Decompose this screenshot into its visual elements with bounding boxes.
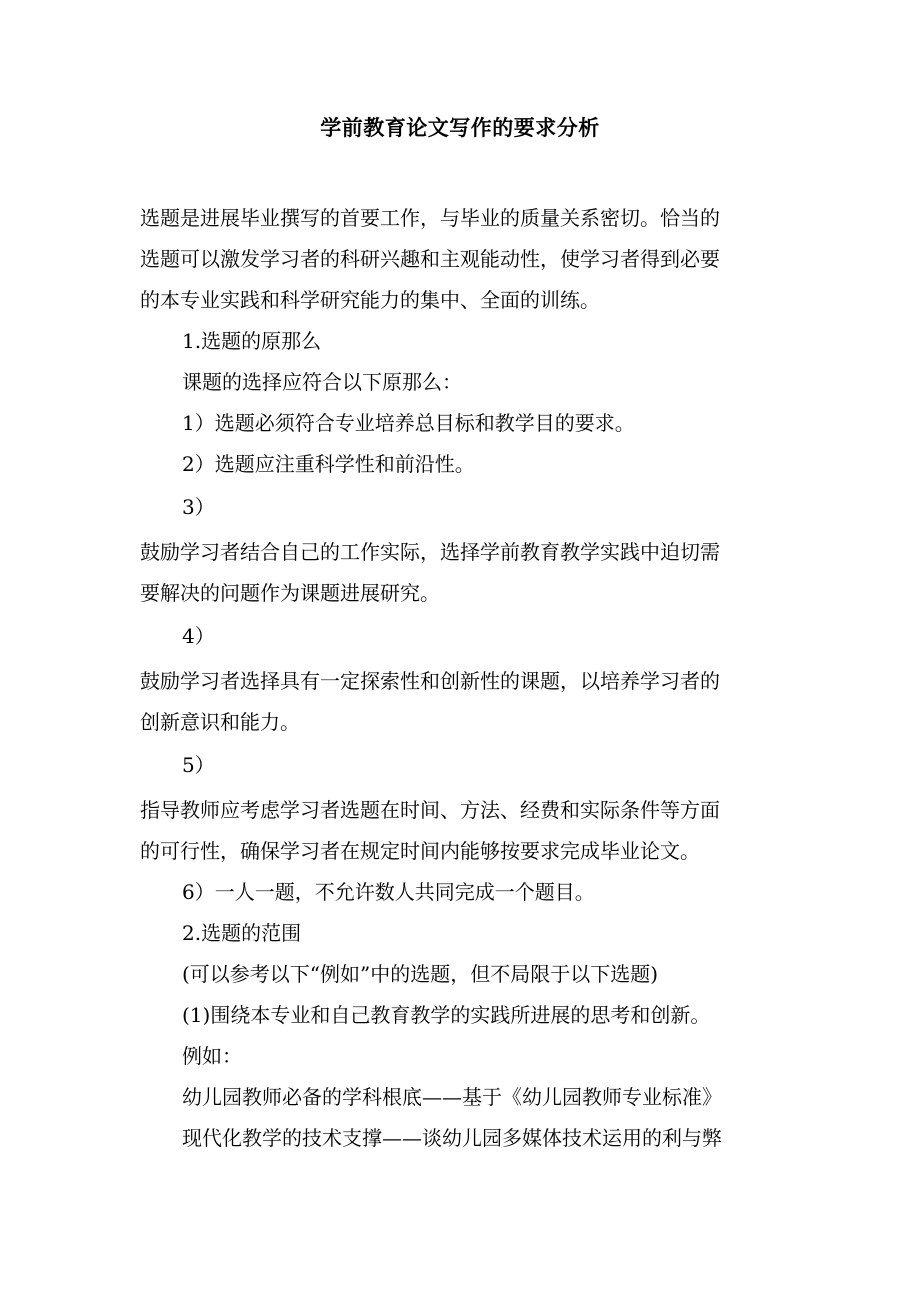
- list-item-4-text: 鼓励学习者选择具有一定探索性和创新性的课题，以培养学习者的: [140, 669, 720, 693]
- document-body: [140, 198, 780, 1159]
- example-title: 幼儿园教师必备的学科根底——基于《幼儿园教师专业标准》: [182, 1085, 722, 1109]
- list-item-5-text: 的可行性，确保学习者在规定时间内能够按要求完成毕业论文。: [140, 839, 700, 863]
- list-item-4-label: 4）: [182, 624, 215, 648]
- intro-line: 的本专业实践和科学研究能力的集中、全面的训练。: [140, 288, 600, 312]
- section2-note: (可以参考以下“例如”中的选题，但不局限于以下选题): [182, 962, 659, 986]
- section1-lead: 课题的选择应符合以下原那么：: [182, 370, 462, 394]
- document-title: 学前教育论文写作的要求分析: [320, 115, 600, 140]
- list-item-4-text: 创新意识和能力。: [140, 710, 300, 734]
- section2-heading: 2.选题的范围: [182, 921, 302, 945]
- list-item-5-text: 指导教师应考虑学习者选题在时间、方法、经费和实际条件等方面: [140, 798, 720, 822]
- list-item-2: 2）选题应注重科学性和前沿性。: [182, 452, 475, 476]
- list-item-3-label: 3）: [182, 495, 215, 519]
- list-item-3-text: 鼓励学习者结合自己的工作实际，选择学前教育教学实践中迫切需: [140, 540, 720, 564]
- example-title: 现代化教学的技术支撑——谈幼儿园多媒体技术运用的利与弊: [182, 1126, 722, 1150]
- intro-line: 选题是进展毕业撰写的首要工作，与毕业的质量关系密切。恰当的: [140, 206, 720, 230]
- section2-sub1: (1)围绕本专业和自己教育教学的实践所进展的思考和创新。: [182, 1003, 711, 1027]
- intro-line: 选题可以激发学习者的科研兴趣和主观能动性，使学习者得到必要: [140, 247, 720, 271]
- list-item-5-label: 5）: [182, 753, 215, 777]
- list-item-1: 1）选题必须符合专业培养总目标和教学目的要求。: [182, 411, 635, 435]
- list-item-3-text: 要解决的问题作为课题进展研究。: [140, 581, 440, 605]
- section1-heading: 1.选题的原那么: [182, 329, 322, 353]
- list-item-6: 6）一人一题，不允许数人共同完成一个题目。: [182, 880, 595, 904]
- example-label: 例如：: [182, 1044, 242, 1068]
